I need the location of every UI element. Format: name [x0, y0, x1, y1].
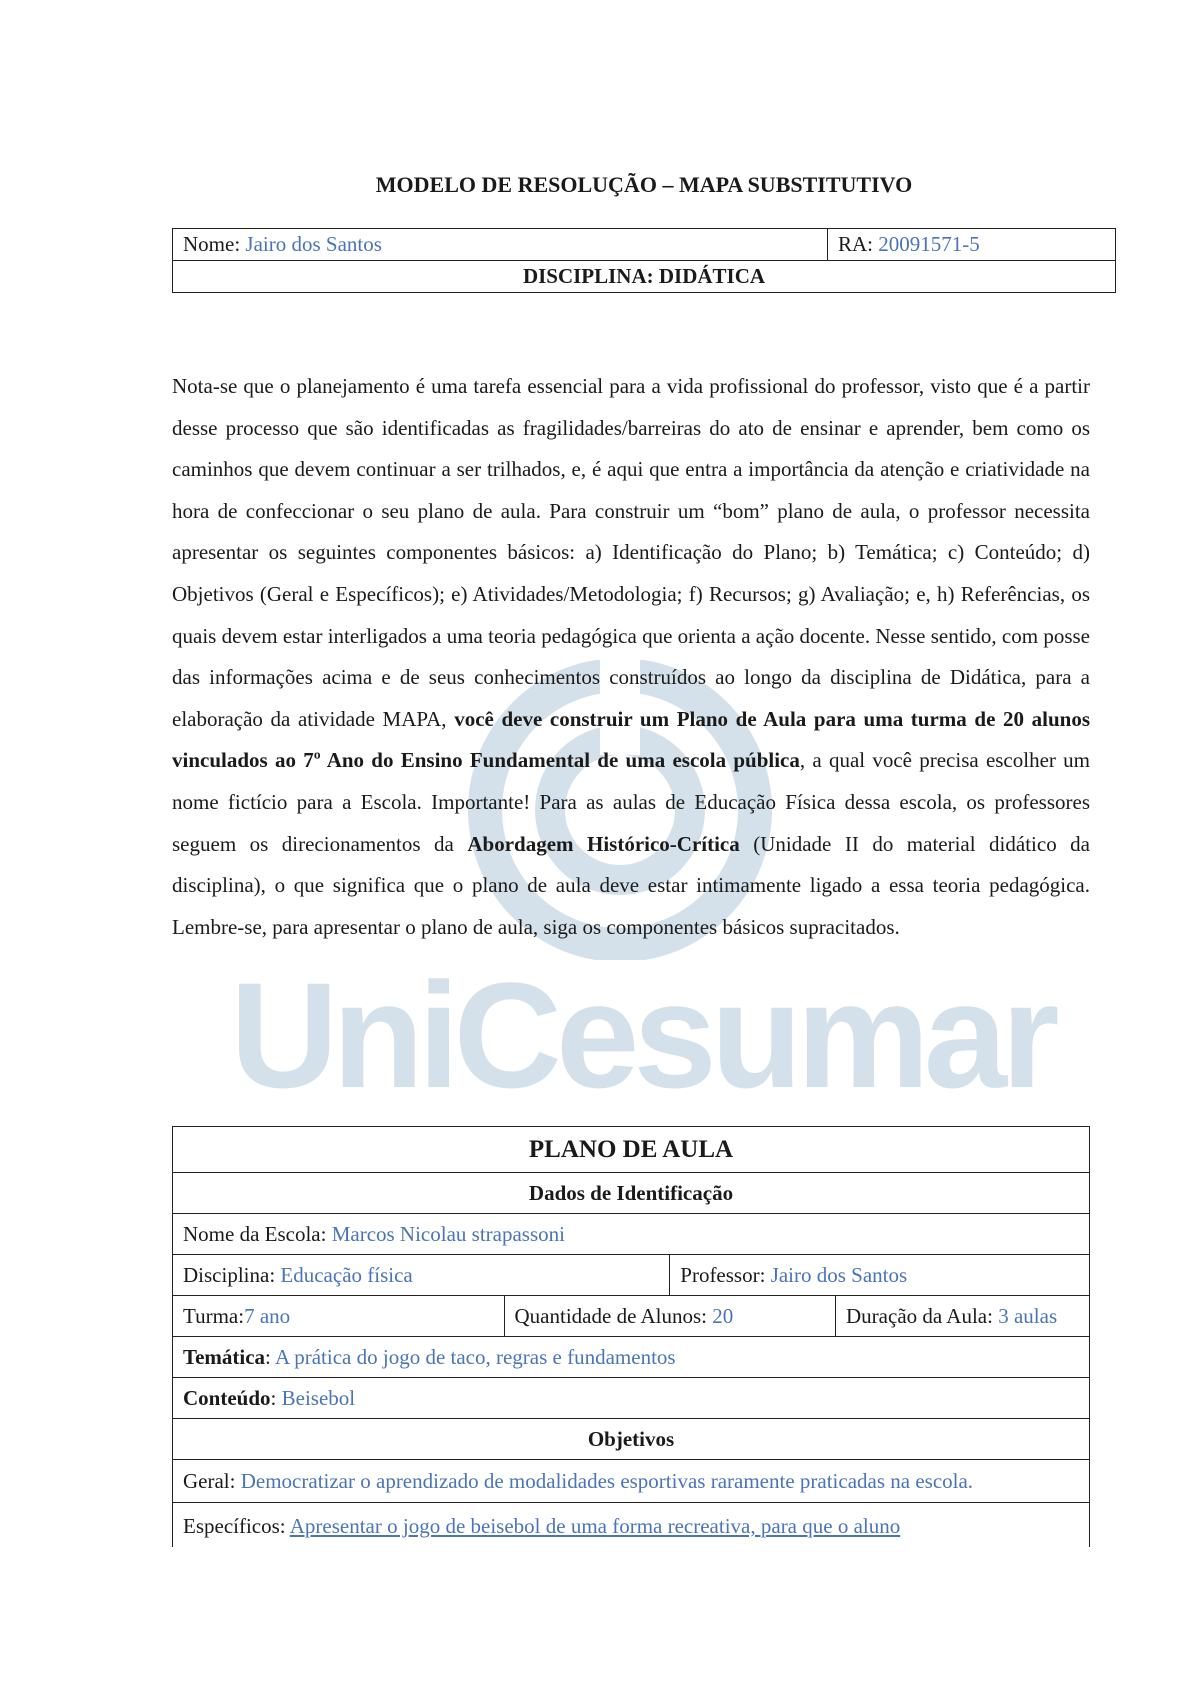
specific-objective-row — [173, 1503, 1090, 1548]
objectives-heading: Objetivos — [173, 1419, 1090, 1460]
intro-bold-approach: Abordagem Histórico-Crítica — [467, 831, 740, 856]
specific-value: Apresentar o jogo de beisebol de uma forma recreativa, para que o aluno — [289, 1514, 901, 1538]
school-row — [173, 1214, 1090, 1255]
school-label: Nome da Escola: — [183, 1221, 327, 1246]
ra-cell — [828, 229, 1116, 261]
intro-text-part3: (Unidade II do material didático da disciplina), o que significa que o plano de aula deve estar intimamente ligado a essa teoria pedagógica. Lembre-se, para apresentar o plano de aula, siga os componentes básicos supracitados. — [172, 831, 1091, 939]
discipline-cell — [173, 1255, 670, 1296]
content-value: Beisebol — [281, 1385, 356, 1410]
name-label: Nome: — [183, 232, 241, 256]
identification-heading: Dados de Identificação — [173, 1173, 1090, 1214]
school-value: Marcos Nicolau strapassoni — [331, 1221, 565, 1246]
discipline-label: Disciplina: — [183, 1262, 276, 1287]
students-cell — [504, 1296, 836, 1337]
class-value: 7 ano — [244, 1303, 291, 1328]
duration-label: Duração da Aula: — [846, 1303, 993, 1328]
discipline-heading: DISCIPLINA: DIDÁTICA — [173, 261, 1116, 293]
intro-bold-assignment: você deve construir um Plano de Aula para uma turma de 20 alunos vinculados ao 7º Ano do Ensino Fundamental de uma escola pública — [172, 706, 1090, 773]
duration-value: 3 aulas — [998, 1303, 1058, 1328]
ra-label: RA: — [838, 232, 874, 256]
intro-text-part2: , a qual você precisa escolher um nome fictício para a Escola. Importante! Para as aulas de Educação Física dessa escola, os professores seguem os direcionamentos da — [172, 748, 1090, 856]
student-name-cell — [173, 229, 828, 261]
lesson-plan-table — [172, 1126, 1090, 1547]
general-label: Geral: — [183, 1469, 236, 1493]
class-cell — [173, 1296, 505, 1337]
ra-value: 20091571-5 — [878, 232, 980, 256]
duration-cell — [836, 1296, 1090, 1337]
class-label: Turma: — [183, 1303, 245, 1328]
student-header-table — [172, 228, 1116, 293]
watermark-text: UniCesumar — [230, 951, 1054, 1119]
document-title: MODELO DE RESOLUÇÃO – MAPA SUBSTITUTIVO — [375, 172, 913, 197]
content-row: Conteúdo: Beisebol — [173, 1378, 1090, 1419]
students-value: 20 — [712, 1303, 734, 1328]
intro-paragraph — [172, 366, 1090, 948]
teacher-value: Jairo dos Santos — [770, 1262, 908, 1287]
name-value: Jairo dos Santos — [245, 232, 382, 256]
theme-label: Temática — [183, 1344, 266, 1369]
plan-title: PLANO DE AULA — [173, 1127, 1090, 1173]
teacher-cell — [670, 1255, 1090, 1296]
students-label: Quantidade de Alunos: — [514, 1303, 707, 1328]
theme-row: Temática: A prática do jogo de taco, regras e fundamentos — [173, 1337, 1090, 1378]
theme-value: A prática do jogo de taco, regras e fundamentos — [274, 1344, 676, 1369]
general-value: Democratizar o aprendizado de modalidades esportivas raramente praticadas na escola. — [240, 1469, 974, 1493]
discipline-value: Educação física — [280, 1262, 413, 1287]
general-objective-row — [173, 1460, 1090, 1503]
teacher-label: Professor: — [680, 1262, 766, 1287]
content-label: Conteúdo — [183, 1385, 271, 1410]
specific-label: Específicos: — [183, 1514, 286, 1538]
intro-text-part1: Nota-se que o planejamento é uma tarefa essencial para a vida profissional do professor, visto que é a partir desse processo que são identificadas as fragilidades/barreiras do ato de ensinar e aprender, bem como os caminhos que devem continuar a ser trilhados, e, é aqui que entra a importância da atenção e criatividade na hora de confeccionar o seu plano de aula. Para construir um “bom” plano de aula, o professor necessita apresentar os seguintes componentes básicos: a) Identificação do Plano; b) Temática; c) Conteúdo; d) Objetivos (Geral e Específicos); e) Atividades/Metodologia; f) Recursos; g) Avaliação; e, h) Referências, os quais devem estar interligados a uma teoria pedagógica que orienta a ação docente. Nesse sentido, com posse das informações acima e de seus conhecimentos construídos ao longo da disciplina de Didática, para a elaboração da atividade MAPA, — [172, 374, 1090, 731]
